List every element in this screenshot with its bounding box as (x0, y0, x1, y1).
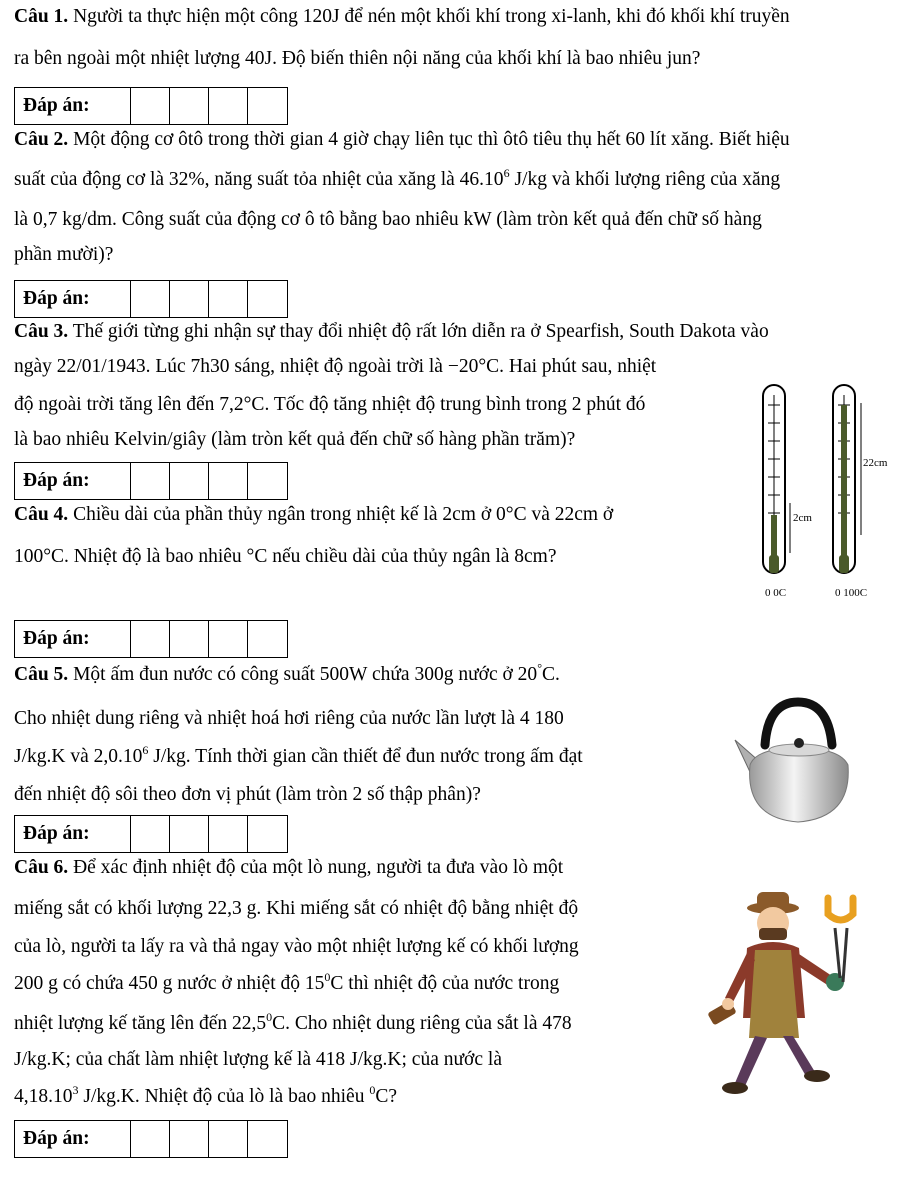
q5-line-1: Câu 5. Một ấm đun nước có công suất 500W chứa 300g nước ở 20°C. (14, 661, 560, 685)
answer-box-q6 (14, 1120, 288, 1158)
answer-cell[interactable] (209, 281, 248, 317)
answer-cell[interactable] (131, 463, 170, 499)
label-22cm: 22cm (863, 457, 888, 469)
answer-label: Đáp án: (15, 1121, 131, 1157)
answer-box-q5 (14, 815, 288, 853)
answer-cell[interactable] (248, 463, 287, 499)
answer-cell[interactable] (209, 88, 248, 124)
answer-label: Đáp án: (15, 281, 131, 317)
blacksmith-illustration (695, 878, 870, 1108)
answer-cell[interactable] (248, 281, 287, 317)
answer-cell[interactable] (131, 816, 170, 852)
q6-line-2: miếng sắt có khối lượng 22,3 g. Khi miếng sắt có nhiệt độ bằng nhiệt độ (14, 898, 579, 919)
q5-line-3: J/kg.K và 2,0.10$^6$ J/kg. Tính thời gian cần thiết để đun nước trong ấm đạt (14, 743, 583, 767)
q3-line-3: độ ngoài trời tăng lên đến 7,2°C. Tốc độ tăng nhiệt độ trung bình trong 2 phút đó (14, 394, 646, 415)
answer-cell[interactable] (131, 621, 170, 657)
label-100c: 0 100C (835, 587, 868, 599)
q3-line-4: là bao nhiêu Kelvin/giây (làm tròn kết quả đến chữ số hàng phần trăm)? (14, 429, 576, 450)
q2-line-4: phần mười)? (14, 244, 114, 265)
q2-line-2: suất của động cơ là 32%, năng suất tỏa nhiệt của xăng là 46.10$^6$ J/kg và khối lượng riêng của xăng (14, 166, 781, 190)
answer-cell[interactable] (248, 1121, 287, 1157)
answer-cell[interactable] (209, 816, 248, 852)
q5-line-4: đến nhiệt độ sôi theo đơn vị phút (làm tròn 2 số thập phân)? (14, 784, 481, 805)
q3-line-1: Câu 3. Thế giới từng ghi nhận sự thay đổi nhiệt độ rất lớn diễn ra ở Spearfish, South Dakota vào (14, 321, 769, 342)
answer-label: Đáp án: (15, 88, 131, 124)
kettle-icon (720, 690, 870, 830)
answer-label: Đáp án: (15, 463, 131, 499)
blacksmith-icon (695, 878, 870, 1108)
q1-line-2: ra bên ngoài một nhiệt lượng 40J. Độ biến thiên nội năng của khối khí là bao nhiêu jun? (14, 48, 701, 69)
q6-line-5: nhiệt lượng kế tăng lên đến 22,5$^0$C. Cho nhiệt dung riêng của sắt là 478 (14, 1010, 572, 1034)
q4-line-1: Câu 4. Chiều dài của phần thủy ngân trong nhiệt kế là 2cm ở 0°C và 22cm ở (14, 504, 614, 525)
answer-cell[interactable] (209, 1121, 248, 1157)
answer-box-q1 (14, 87, 288, 125)
label-2cm: 2cm (793, 512, 812, 524)
answer-label: Đáp án: (15, 816, 131, 852)
answer-cell[interactable] (248, 621, 287, 657)
q4-line-2: 100°C. Nhiệt độ là bao nhiêu °C nếu chiều dài của thủy ngân là 8cm? (14, 546, 557, 567)
answer-cell[interactable] (209, 463, 248, 499)
q2-line-3: là 0,7 kg/dm. Công suất của động cơ ô tô bằng bao nhiêu kW (làm tròn kết quả đến chữ số hàng (14, 209, 762, 230)
answer-cell[interactable] (248, 88, 287, 124)
q6-line-3: của lò, người ta lấy ra và thả ngay vào một nhiệt lượng kế có khối lượng (14, 936, 579, 957)
q2-line-1: Câu 2. Một động cơ ôtô trong thời gian 4 giờ chạy liên tục thì ôtô tiêu thụ hết 60 lít xăng. Biết hiệu (14, 129, 790, 150)
answer-cell[interactable] (248, 816, 287, 852)
answer-cell[interactable] (209, 621, 248, 657)
answer-cell[interactable] (131, 281, 170, 317)
answer-box-q4 (14, 620, 288, 658)
answer-box-q2 (14, 280, 288, 318)
q6-line-6: J/kg.K; của chất làm nhiệt lượng kế là 418 J/kg.K; của nước là (14, 1049, 502, 1070)
answer-cell[interactable] (131, 88, 170, 124)
answer-cell[interactable] (170, 88, 209, 124)
answer-cell[interactable] (170, 816, 209, 852)
q6-line-1: Câu 6. Để xác định nhiệt độ của một lò nung, người ta đưa vào lò một (14, 857, 564, 878)
q6-line-7: 4,18.10$^3$ J/kg.K. Nhiệt độ của lò là bao nhiêu $^0$C? (14, 1083, 397, 1107)
thermometer-figure (745, 375, 905, 605)
q1-line-1: Câu 1. Người ta thực hiện một công 120J để nén một khối khí trong xi-lanh, khi đó khối khí truyền (14, 6, 790, 27)
thermometers-svg (745, 375, 905, 605)
answer-cell[interactable] (170, 1121, 209, 1157)
kettle-illustration (720, 690, 870, 830)
answer-cell[interactable] (170, 463, 209, 499)
answer-box-q3 (14, 462, 288, 500)
answer-label: Đáp án: (15, 621, 131, 657)
answer-cell[interactable] (170, 281, 209, 317)
q3-line-2: ngày 22/01/1943. Lúc 7h30 sáng, nhiệt độ ngoài trời là −20°C. Hai phút sau, nhiệt (14, 356, 657, 377)
answer-cell[interactable] (170, 621, 209, 657)
q6-line-4: 200 g có chứa 450 g nước ở nhiệt độ $15^0C$ thì nhiệt độ của nước trong (14, 970, 560, 994)
label-0c: 0 0C (765, 587, 787, 599)
answer-cell[interactable] (131, 1121, 170, 1157)
q5-line-2: Cho nhiệt dung riêng và nhiệt hoá hơi riêng của nước lần lượt là 4 180 (14, 708, 564, 729)
